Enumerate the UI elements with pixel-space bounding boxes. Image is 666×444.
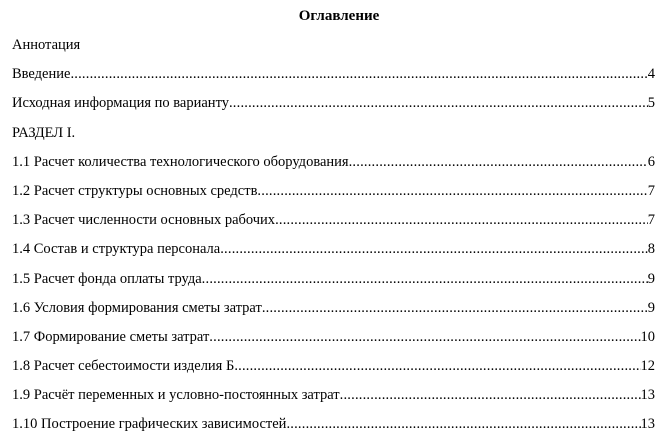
toc-entry-page: 12 bbox=[640, 358, 655, 375]
toc-entry-page: 13 bbox=[640, 416, 655, 433]
toc-entry-label: Аннотация bbox=[12, 37, 81, 53]
toc-leader bbox=[70, 64, 647, 84]
toc-entry[interactable] bbox=[12, 356, 655, 385]
toc-leader bbox=[349, 152, 648, 172]
toc-entry[interactable] bbox=[12, 64, 655, 93]
toc-leader bbox=[257, 181, 647, 201]
toc-entry-label: Исходная информация по варианту bbox=[12, 95, 229, 112]
toc-entry[interactable] bbox=[12, 298, 655, 327]
toc-entry-page: 10 bbox=[640, 328, 655, 345]
toc-entry[interactable] bbox=[12, 123, 655, 152]
toc-entry-page: 6 bbox=[647, 153, 655, 170]
toc-entry-label: РАЗДЕЛ I. bbox=[12, 124, 76, 141]
toc-entry-label: 1.8 Расчет себестоимости изделия Б bbox=[12, 358, 235, 375]
toc-leader bbox=[286, 414, 640, 434]
toc-entry-page: 8 bbox=[647, 241, 655, 258]
toc-entry-label: 1.6 Условия формирования сметы затрат bbox=[12, 299, 262, 316]
toc-entry-page: 7 bbox=[647, 182, 655, 199]
toc-entry[interactable] bbox=[12, 35, 655, 64]
toc-entry[interactable] bbox=[12, 181, 655, 210]
toc-leader bbox=[234, 356, 640, 376]
toc-entry[interactable] bbox=[12, 385, 655, 414]
toc-entry-label: Введение bbox=[12, 66, 71, 83]
toc-leader bbox=[340, 385, 641, 405]
toc-entry[interactable] bbox=[12, 152, 655, 181]
toc-leader bbox=[202, 269, 648, 289]
toc-leader bbox=[209, 327, 640, 347]
toc-entry-label: 1.7 Формирование сметы затрат bbox=[12, 328, 210, 345]
toc-leader bbox=[275, 210, 648, 230]
toc-leader bbox=[220, 239, 648, 259]
toc-entry-label: 1.3 Расчет численности основных рабочих bbox=[12, 212, 276, 229]
toc-entry-page: 4 bbox=[647, 66, 655, 83]
toc-entry-page: 9 bbox=[647, 299, 655, 316]
toc-entry-page: 13 bbox=[640, 387, 655, 404]
toc-entry-label: 1.2 Расчет структуры основных средств bbox=[12, 182, 258, 199]
toc-entry[interactable] bbox=[12, 414, 655, 443]
toc-leader bbox=[262, 298, 648, 318]
toc-entry-label: 1.1 Расчет количества технологического оборудования bbox=[12, 153, 349, 170]
toc-entry-page: 7 bbox=[647, 212, 655, 229]
toc-entry-label: 1.9 Расчёт переменных и условно-постоянных затрат bbox=[12, 387, 340, 404]
toc-entry-label: 1.5 Расчет фонда оплаты труда bbox=[12, 270, 202, 287]
toc-entry-label: 1.10 Построение графических зависимостей bbox=[12, 416, 287, 433]
toc-entry[interactable] bbox=[12, 210, 655, 239]
toc-entry[interactable] bbox=[12, 269, 655, 298]
toc-leader bbox=[229, 93, 648, 113]
toc-entry[interactable] bbox=[12, 93, 655, 122]
toc-title: Оглавление bbox=[298, 8, 380, 24]
toc-entry-page: 9 bbox=[647, 270, 655, 287]
toc-entry-label: 1.4 Состав и структура персонала bbox=[12, 241, 221, 258]
table-of-contents bbox=[12, 35, 655, 444]
toc-entry-page: 5 bbox=[647, 95, 655, 112]
toc-entry[interactable] bbox=[12, 327, 655, 356]
toc-entry[interactable] bbox=[12, 239, 655, 268]
